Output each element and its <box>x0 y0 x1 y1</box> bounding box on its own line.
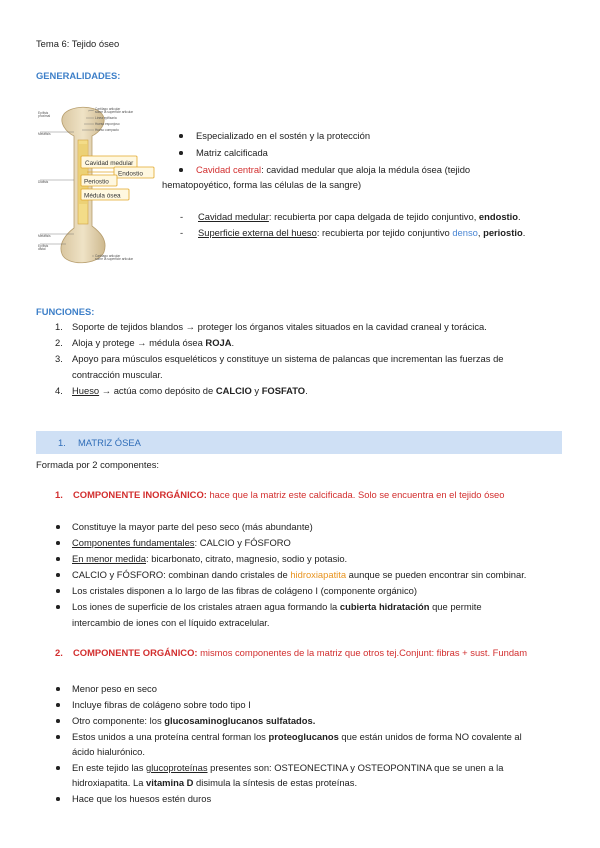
org-bullet-3 <box>72 715 315 727</box>
svg-text:Cartílago articular: Cartílago articular <box>95 254 121 258</box>
punct: , <box>477 227 484 238</box>
bullet-dot <box>179 151 183 155</box>
bullet-dot <box>56 573 60 577</box>
glucosaminoglucanos-term: glucosaminoglucanos sulfatados. <box>164 715 316 726</box>
componente-inorganico-label: COMPONENTE INORGÁNICO: <box>73 489 207 500</box>
svg-text:Hueso compacto: Hueso compacto <box>95 128 119 132</box>
svg-text:Línea epifisaria: Línea epifisaria <box>95 116 117 120</box>
punct: . <box>231 337 235 348</box>
callout-periostio <box>81 175 117 186</box>
doc-title: Tema 6: Tejido óseo <box>36 38 120 49</box>
org-bullet-6: Hace que los huesos estén duros <box>72 793 212 804</box>
callout-label: Cavidad medular <box>85 160 134 167</box>
punct: . <box>517 211 521 222</box>
periostio-term: periostio <box>483 227 523 238</box>
generalidades-heading: GENERALIDADES: <box>36 70 121 81</box>
funcion-item-1: Soporte de tejidos blandos → proteger los órganos vitales situados en la cavidad craneal y torácica. <box>72 321 487 332</box>
matriz-intro: Formada por 2 componentes: <box>36 459 159 470</box>
bullet-dot <box>56 687 60 691</box>
dash-marker: - <box>180 227 184 238</box>
inorg-bullet-3-text: : bicarbonato, citrato, magnesio, sodio y potasio. <box>146 553 348 564</box>
callout-label: Médula ósea <box>84 192 121 200</box>
componente-inorganico-desc: hace que la matriz este calcificada. Solo se encuentra en el tejido óseo <box>206 489 505 500</box>
hueso-term: Hueso <box>72 385 100 396</box>
bullet-dot <box>56 541 60 545</box>
svg-text:sobre la superficie articular: sobre la superficie articular <box>95 257 134 261</box>
calcio-term: CALCIO <box>215 385 252 396</box>
inorg-bullet-1: Constituye la mayor parte del peso seco (más abundante) <box>72 521 313 532</box>
inorg-bullet-2-text: : CALCIO y FÓSFORO <box>194 537 291 548</box>
inorg-bullet-6-cont: intercambio de iones con el líquido extracelular. <box>72 617 270 628</box>
funcion-item-2 <box>72 337 234 349</box>
inorg-bullet-4-end: aunque se pueden encontrar sin combinar. <box>346 569 527 580</box>
list-number: 4. <box>55 385 63 396</box>
gen-bullet-2: Matriz calcificada <box>196 147 268 158</box>
org-bullet-4 <box>72 731 522 743</box>
svg-text:Epífisis: Epífisis <box>38 111 49 115</box>
gen-bullet-3-text: : cavidad medular que aloja la médula ósea (tejido <box>261 164 471 175</box>
svg-text:proximal: proximal <box>38 114 51 118</box>
componente-organico <box>73 647 527 659</box>
bullet-dot <box>56 525 60 529</box>
callout-label: Periostio <box>84 178 109 186</box>
org-bullet-5-text: En este tejido las <box>72 762 147 773</box>
list-number: 3. <box>55 353 63 364</box>
roja-term: ROJA <box>205 337 232 348</box>
cavidad-medular-term: Cavidad medular <box>198 211 269 222</box>
bullet-dot <box>56 735 60 739</box>
gen-dash-1-text: : recubierta por capa delgada de tejido conjuntivo, <box>268 211 479 222</box>
gen-dash-1 <box>198 211 521 223</box>
section-number: 1. <box>58 437 66 448</box>
org-bullet-4-end: que están unidos de forma NO covalente al <box>338 731 522 742</box>
gen-dash-2 <box>198 227 525 239</box>
inorg-bullet-4 <box>72 569 526 581</box>
gen-bullet-3-cont: hematopoyético, forma las células de la sangre) <box>162 179 362 190</box>
svg-text:sobre la superficie articular: sobre la superficie articular <box>95 110 134 114</box>
svg-text:Metáfisis: Metáfisis <box>38 132 51 136</box>
funcion-item-3: Apoyo para músculos esqueléticos y constituye un sistema de palancas que incrementan las fuerzas de <box>72 353 504 364</box>
bullet-dot <box>56 766 60 770</box>
bullet-dot <box>56 589 60 593</box>
list-number: 1. <box>55 489 63 500</box>
org-bullet-2: Incluye fibras de colágeno sobre todo tipo I <box>72 699 251 710</box>
org-bullet-4-cont: ácido hialurónico. <box>72 746 145 757</box>
punct: . <box>522 227 526 238</box>
org-bullet-5 <box>72 762 503 774</box>
conj: y <box>251 385 262 396</box>
gen-dash-2-text: : recubierta por tejido conjuntivo <box>316 227 453 238</box>
punct: . <box>305 385 308 396</box>
svg-text:Hueso esponjoso: Hueso esponjoso <box>95 122 120 126</box>
componentes-fundamentales-term: Componentes fundamentales <box>72 537 195 548</box>
inorg-bullet-6-end: que permite <box>429 601 482 612</box>
bullet-dot <box>179 168 183 172</box>
bullet-dot <box>179 134 183 138</box>
svg-text:Epífisis: Epífisis <box>38 244 49 248</box>
inorg-bullet-6-text: Los iones de superficie de los cristales atraen agua formando la <box>72 601 340 612</box>
endostio-term: endostio <box>478 211 518 222</box>
inorg-bullet-6 <box>72 601 482 613</box>
list-number: 2. <box>55 647 63 658</box>
section-title: MATRIZ ÓSEA <box>78 437 141 448</box>
cavidad-central-term: Cavidad central <box>196 164 262 175</box>
cubierta-hidratacion-term: cubierta hidratación <box>339 601 430 612</box>
fosfato-term: FOSFATO <box>261 385 306 396</box>
denso-term: denso <box>452 227 478 238</box>
svg-text:Metáfisis: Metáfisis <box>38 234 51 238</box>
gen-bullet-3 <box>196 164 470 176</box>
gen-bullet-1: Especializado en el sostén y la protección <box>196 130 371 141</box>
proteoglucanos-term: proteoglucanos <box>268 731 339 742</box>
bullet-dot <box>56 605 60 609</box>
list-number: 1. <box>55 321 63 332</box>
bullet-dot <box>56 797 60 801</box>
callout-label: Endostio <box>118 170 143 178</box>
funcion-item-2-text: Aloja y protege → médula ósea <box>72 337 206 348</box>
funcion-item-4 <box>72 385 308 397</box>
callout-endostio <box>114 167 154 178</box>
componente-organico-desc: mismos componentes de la matriz que otros tej.Conjunt: fibras + sust. Fundam <box>197 647 528 658</box>
org-bullet-1: Menor peso en seco <box>72 683 157 694</box>
bullet-dot <box>56 557 60 561</box>
list-number: 2. <box>55 337 63 348</box>
org-bullet-5-end: presentes son: OSTEONECTINA y OSTEOPONTINA que se unen a la <box>207 762 504 773</box>
hidroxiapatita-term: hidroxiapatita <box>290 569 347 580</box>
en-menor-medida-term: En menor medida <box>72 553 146 564</box>
svg-text:distal: distal <box>38 247 46 251</box>
dash-marker: - <box>180 211 184 222</box>
org-bullet-5-cont-text: hidroxiapatita. La <box>72 777 147 788</box>
org-bullet-3-text: Otro componente: los <box>72 715 165 726</box>
org-bullet-4-text: Estos unidos a una proteína central forman los <box>72 731 269 742</box>
bullet-dot <box>56 719 60 723</box>
vitamina-d-term: vitamina D <box>146 777 194 788</box>
svg-text:Cartílago articular: Cartílago articular <box>95 107 121 111</box>
org-bullet-5-cont <box>72 777 357 789</box>
componente-organico-label: COMPONENTE ORGÁNICO: <box>73 647 198 658</box>
inorg-bullet-2 <box>72 537 291 549</box>
inorg-bullet-4-text: CALCIO y FÓSFORO: combinan dando cristales de <box>72 569 291 580</box>
funcion-item-4-text: → actúa como depósito de <box>99 385 216 396</box>
inorg-bullet-5: Los cristales disponen a lo largo de las fibras de colágeno I (componente orgánico) <box>72 585 417 596</box>
org-bullet-5-cont-end: disimula la síntesis de estas proteínas. <box>193 777 358 788</box>
callout-medula-osea <box>81 189 129 200</box>
inorg-bullet-3 <box>72 553 347 565</box>
bullet-dot <box>56 703 60 707</box>
funcion-item-3-cont: contracción muscular. <box>72 369 163 380</box>
svg-text:Diáfisis: Diáfisis <box>38 180 49 184</box>
superficie-externa-term: Superficie externa del hueso <box>198 227 317 238</box>
componente-inorganico <box>73 489 504 501</box>
callout-cavidad-medular <box>81 156 137 168</box>
bone-diagram <box>36 106 166 272</box>
funciones-heading: FUNCIONES: <box>36 306 95 317</box>
glucoproteinas-term: glucoproteínas <box>146 762 208 773</box>
